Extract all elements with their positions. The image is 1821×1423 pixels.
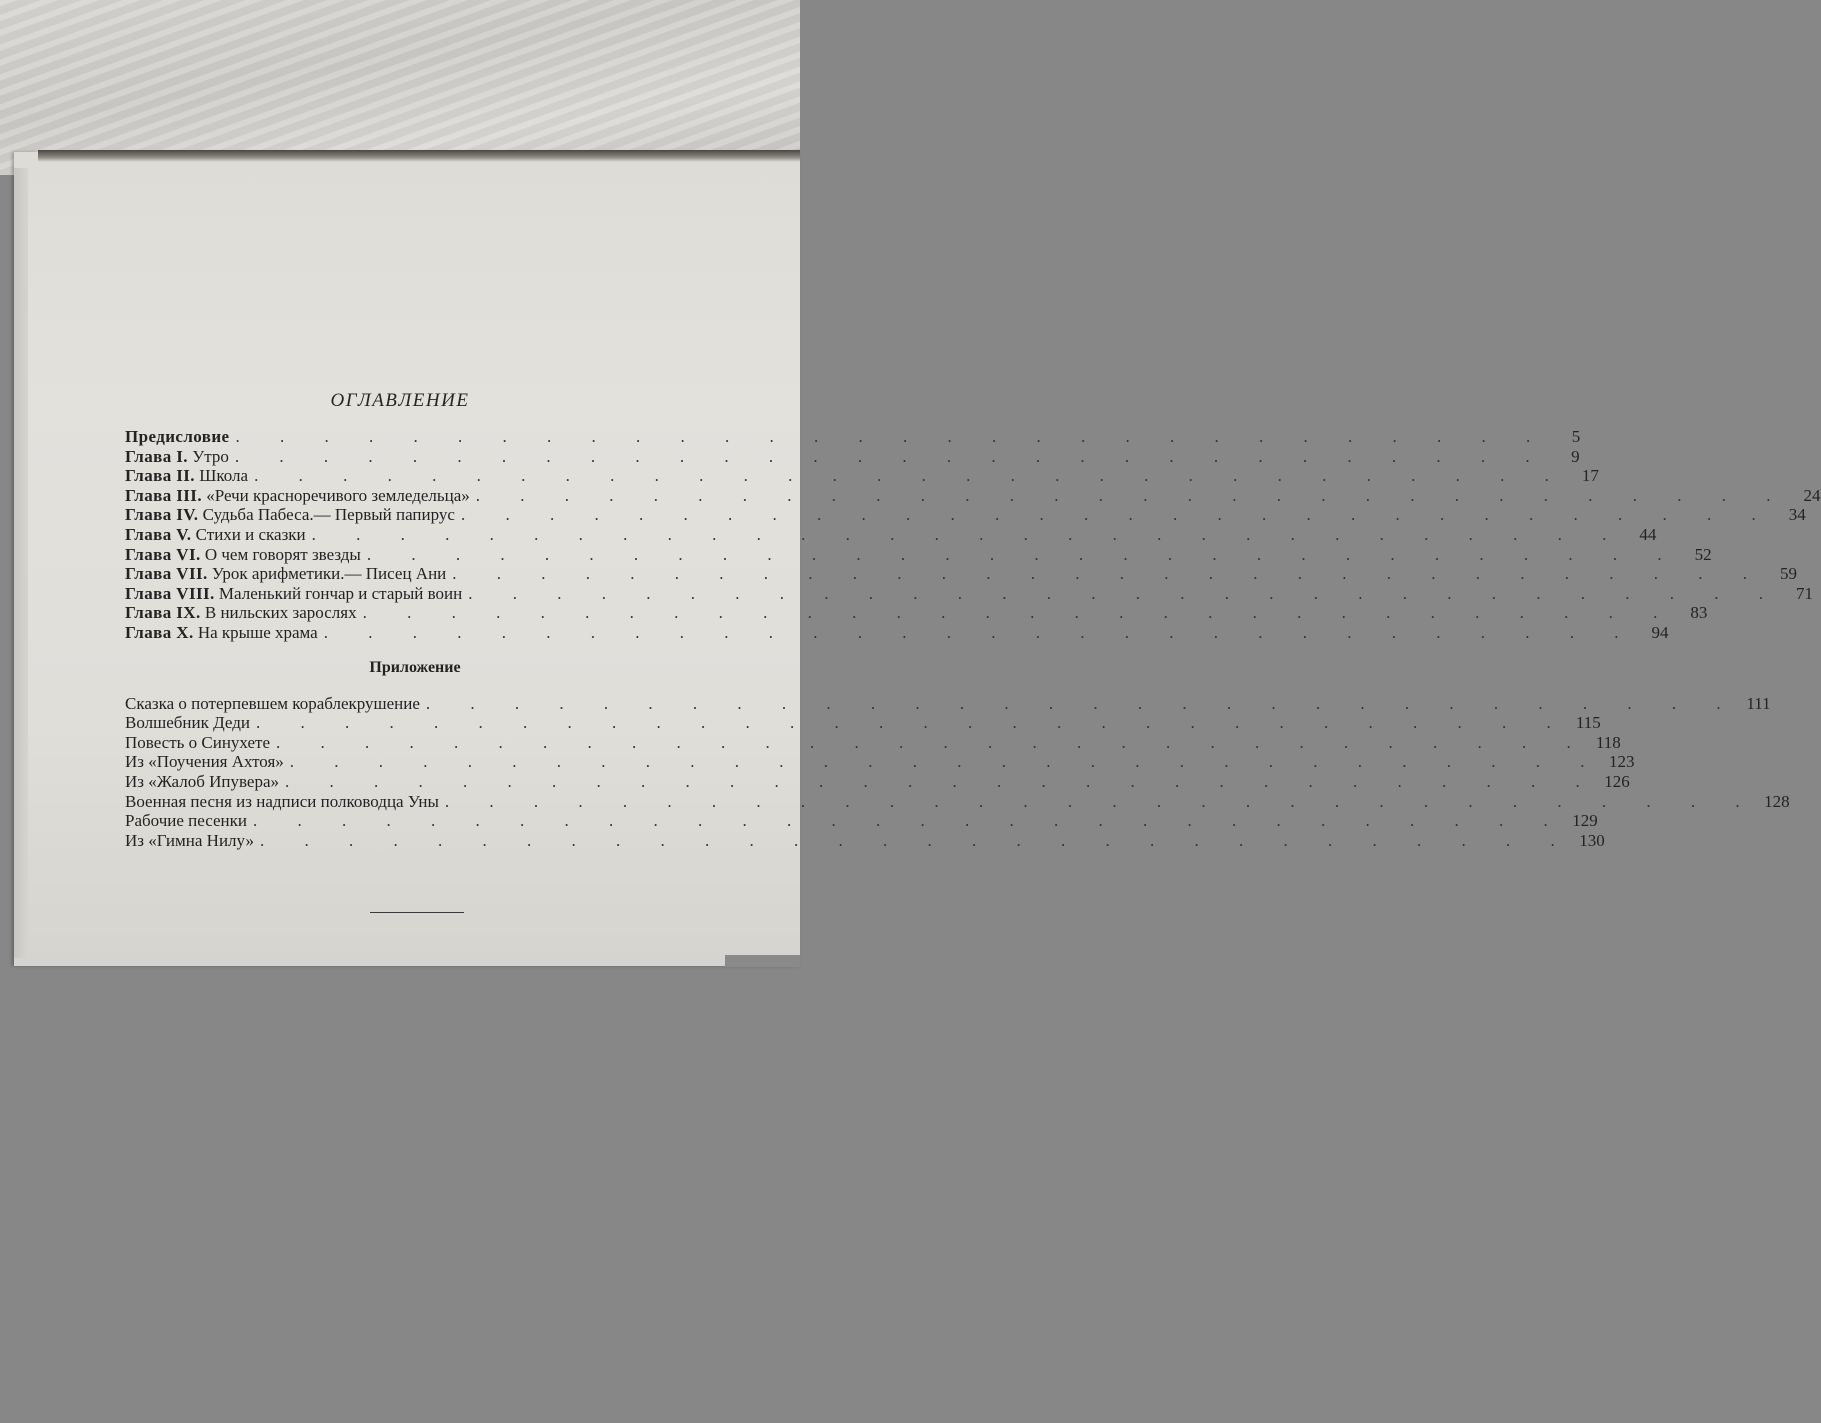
table-surface: [0, 0, 800, 175]
toc-entry: [125, 466, 1599, 486]
toc-entry: [125, 603, 1708, 623]
page-left-fold: [14, 168, 28, 958]
entry-title: В нильских зарослях: [204, 603, 357, 623]
chapter-number: Глава III.: [125, 485, 202, 505]
entry-title: Повесть о Синухете: [125, 732, 271, 752]
entry-label: [125, 603, 357, 623]
entry-label: [125, 752, 284, 772]
entry-label: [125, 733, 270, 753]
dot-leader: . . . . . . . . . . . . . . . . . . . . . . . . . . . . . .: [285, 771, 1598, 791]
dot-leader: . . . . . . . . . . . . . . . . . . . . . . . . . . . . . .: [444, 791, 1758, 811]
entry-label: [125, 811, 247, 831]
page-number: 71: [1796, 583, 1813, 603]
page-top-edge: [38, 150, 800, 162]
dot-leader: . . . . . . . . . . . . . . . . . . . . . . . . . . . . . .: [255, 713, 1569, 733]
toc-entry: [125, 505, 1806, 525]
page-number: 115: [1575, 713, 1601, 733]
dot-leader: . . . . . . . . . . . . . . . . . . . . . . . . . . . . . .: [235, 427, 1549, 446]
toc-entry: [125, 583, 1813, 604]
dot-leader: . . . . . . . . . . . . . . . . . . . . . . . . . . . . . .: [452, 564, 1766, 584]
entry-title: Судьба Пабеса.— Первый папирус: [202, 505, 455, 525]
page-corner: [725, 955, 800, 967]
toc-entry: [125, 771, 1630, 792]
entry-label: [125, 623, 318, 643]
entry-title: Из «Гимна Нилу»: [125, 830, 254, 850]
closing-rule: [370, 912, 464, 913]
entry-title: Военная песня из надписи полководца Уны: [125, 791, 439, 811]
page-number: 5: [1571, 427, 1581, 446]
page-number: 83: [1690, 603, 1708, 623]
page-number: 34: [1788, 505, 1806, 525]
page-number: 123: [1609, 752, 1635, 772]
toc-entry: [125, 791, 1790, 812]
entry-title: Рабочие песенки: [125, 811, 247, 831]
entry-label: [125, 525, 306, 545]
entry-label: [125, 505, 455, 525]
chapter-number: Глава VI.: [125, 544, 201, 564]
entry-label: [125, 486, 470, 506]
dot-leader: . . . . . . . . . . . . . . . . . . . . . . . . . . . . . .: [460, 505, 1774, 525]
entry-label: [125, 772, 279, 792]
entry-label: [125, 584, 462, 604]
toc-entry: [125, 713, 1601, 733]
entry-title: Школа: [199, 466, 249, 486]
toc-entry: [125, 622, 1669, 643]
entry-title: На крыше храма: [197, 622, 318, 642]
dot-leader: . . . . . . . . . . . . . . . . . . . . . . . . . . . . . .: [362, 603, 1676, 623]
page-number: 128: [1764, 791, 1790, 811]
dot-leader: . . . . . . . . . . . . . . . . . . . . . . . . . . . . . .: [323, 622, 1637, 642]
appendix-list: [125, 693, 1790, 851]
chapter-number: Глава I.: [125, 446, 188, 466]
entry-title: Из «Поучения Ахтоя»: [125, 752, 284, 772]
entry-label: [125, 831, 254, 851]
dot-leader: . . . . . . . . . . . . . . . . . . . . . . . . . . . . . .: [276, 732, 1589, 752]
dot-leader: . . . . . . . . . . . . . . . . . . . . . . . . . . . . . .: [252, 811, 1566, 831]
entry-label: [125, 792, 439, 812]
page-number: 111: [1746, 693, 1771, 713]
dot-leader: . . . . . . . . . . . . . . . . . . . . . . . . . . . . . .: [475, 485, 1789, 505]
entry-label: [125, 694, 420, 714]
entry-title: Утро: [192, 446, 229, 466]
toc-entry: [125, 693, 1771, 714]
appendix-heading: Приложение: [369, 658, 461, 676]
entry-label: [125, 427, 229, 447]
chapter-number: Глава II.: [125, 466, 195, 486]
page-number: 59: [1780, 564, 1798, 584]
page-number: 130: [1579, 830, 1605, 850]
chapter-number: Глава IV.: [125, 505, 199, 525]
page-number: 129: [1572, 811, 1598, 831]
chapter-number: Глава IX.: [125, 603, 201, 623]
chapter-number: Глава V.: [125, 524, 192, 544]
toc-entry: [125, 544, 1712, 565]
page-number: 44: [1639, 524, 1657, 544]
entry-title: Маленький гончар и старый воин: [218, 583, 463, 603]
chapter-number: Глава VII.: [125, 564, 208, 584]
toc-entry: [125, 830, 1605, 851]
entry-label: [125, 564, 446, 584]
toc-title: ОГЛАВЛЕНИЕ: [330, 390, 470, 411]
toc-entry: [125, 732, 1621, 753]
entry-label: [125, 466, 248, 486]
toc-entry: [125, 811, 1598, 831]
chapter-number: Глава X.: [125, 622, 194, 642]
page-number: 52: [1694, 544, 1712, 564]
toc-entry: [125, 564, 1798, 584]
entry-title: «Речи красноречивого земледельца»: [206, 485, 470, 505]
page-number: 9: [1571, 446, 1580, 466]
entry-label: [125, 545, 361, 565]
entry-label: [125, 447, 229, 467]
toc-entry: [125, 427, 1581, 447]
entry-title: Сказка о потерпевшем кораблекрушение: [125, 693, 420, 713]
entry-title: Стихи и сказки: [195, 524, 306, 544]
entry-title: О чем говорят звезды: [204, 544, 361, 564]
dot-leader: . . . . . . . . . . . . . . . . . . . . . . . . . . . . . .: [234, 446, 1548, 466]
toc-entry: [125, 524, 1657, 545]
dot-leader: . . . . . . . . . . . . . . . . . . . . . . . . . . . . . .: [254, 466, 1567, 486]
entry-title: Волшебник Деди: [125, 713, 250, 733]
entry-title: Урок арифметики.— Писец Ани: [211, 564, 447, 584]
chapter-number: Глава VIII.: [125, 583, 215, 603]
page-number: 24: [1803, 485, 1821, 505]
page-number: 126: [1604, 771, 1630, 791]
toc-entry: [125, 485, 1821, 506]
chapter-list: [125, 427, 1821, 643]
dot-leader: . . . . . . . . . . . . . . . . . . . . . . . . . . . . . .: [311, 524, 1625, 544]
entry-title: Из «Жалоб Ипувера»: [125, 771, 280, 791]
dot-leader: . . . . . . . . . . . . . . . . . . . . . . . . . . . . . .: [259, 830, 1573, 850]
page-number: 17: [1581, 466, 1599, 486]
table-of-contents: [125, 427, 1821, 850]
toc-entry: [125, 446, 1580, 467]
dot-leader: . . . . . . . . . . . . . . . . . . . . . . . . . . . . . .: [468, 583, 1781, 603]
page-number: 94: [1651, 622, 1669, 642]
entry-label: [125, 713, 250, 733]
dot-leader: . . . . . . . . . . . . . . . . . . . . . . . . . . . . . .: [289, 752, 1603, 772]
page-number: 118: [1595, 732, 1621, 752]
toc-entry: [125, 752, 1635, 772]
chapter-number: Предисловие: [125, 427, 230, 446]
dot-leader: . . . . . . . . . . . . . . . . . . . . . . . . . . . . . .: [425, 693, 1739, 713]
dot-leader: . . . . . . . . . . . . . . . . . . . . . . . . . . . . . .: [366, 544, 1680, 564]
